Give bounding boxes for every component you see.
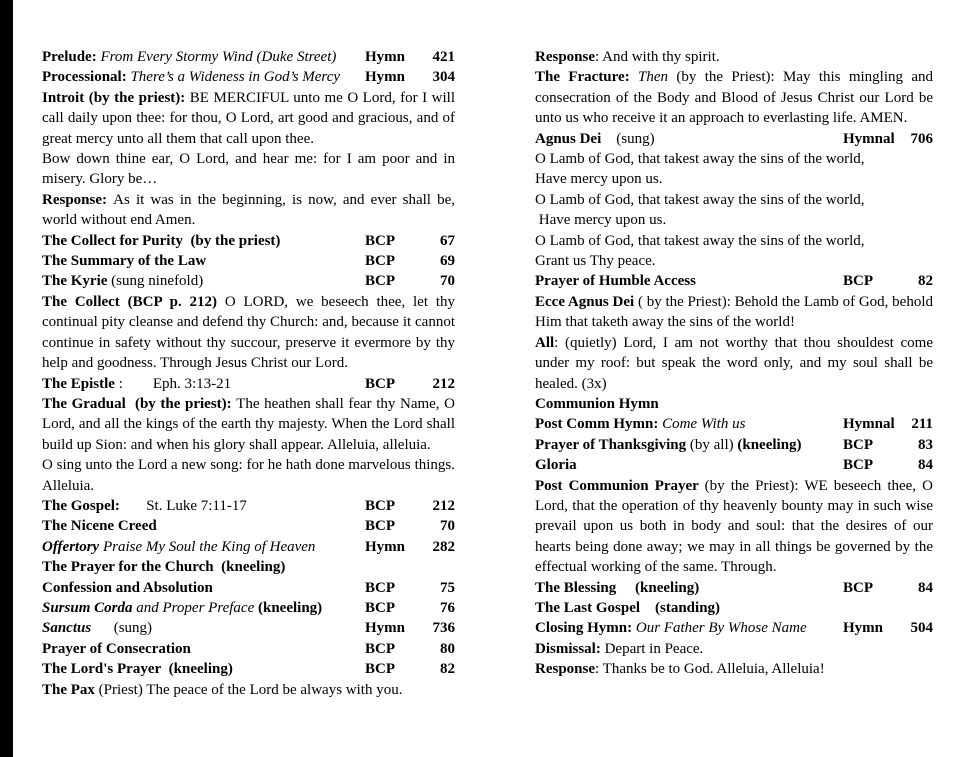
- line-text: [42, 680, 402, 700]
- liturgy-line: [42, 231, 455, 251]
- liturgy-line: [42, 557, 455, 577]
- page-reference: [837, 435, 933, 455]
- text-segment: The Epistle: [42, 375, 115, 392]
- text-segment: The Kyrie: [42, 273, 112, 290]
- text-segment: The Blessing: [535, 579, 617, 596]
- line-text: [535, 639, 703, 659]
- line-text: [535, 253, 656, 269]
- reference-book: BCP: [365, 661, 395, 678]
- reference-number: 706: [910, 130, 933, 147]
- liturgy-line: [42, 537, 455, 557]
- liturgy-line: [42, 680, 455, 700]
- reference-number: 80: [440, 640, 455, 657]
- page-reference: [359, 618, 455, 638]
- liturgy-paragraph: [42, 394, 455, 455]
- text-segment: O Lamb of God, that takest away the sins of the world,: [535, 232, 865, 249]
- text-segment: Response: [535, 49, 596, 65]
- text-segment: The heathen shall fear thy Name, O Lord, and all the kings of the earth thy majesty. When the Lord shall build up Sion: and when his glory shall appear. Alleluia, alleluia.: [42, 395, 455, 453]
- reference-number: 67: [440, 232, 455, 249]
- reference-number: 84: [918, 579, 933, 596]
- text-segment: Dismissal:: [535, 640, 605, 657]
- text-segment: Gloria: [535, 457, 577, 474]
- line-text: [42, 192, 455, 228]
- line-text: [42, 231, 280, 251]
- liturgy-line: [535, 618, 933, 638]
- liturgy-paragraph: [535, 292, 933, 333]
- liturgy-line: [42, 251, 455, 271]
- line-text: [535, 271, 696, 291]
- liturgy-paragraph: [535, 251, 933, 271]
- liturgy-line: [535, 271, 933, 291]
- line-text: [42, 537, 315, 557]
- liturgy-paragraph: [535, 210, 933, 230]
- text-segment: As it was in the beginning, is now, and ever shall be, world without end Amen.: [42, 191, 455, 229]
- reference-book: BCP: [843, 457, 873, 474]
- text-segment: Depart in Peace.: [604, 640, 704, 657]
- page-reference: [359, 639, 455, 659]
- text-segment: : And with thy spirit.: [595, 49, 720, 65]
- reference-number: 70: [440, 518, 455, 535]
- line-text: [42, 639, 191, 659]
- text-segment: Post Communion Prayer: [535, 477, 705, 494]
- line-text: [535, 47, 720, 67]
- liturgy-line: [42, 47, 455, 67]
- text-segment: The Lord's Prayer (kneeling): [42, 661, 233, 678]
- text-segment: [616, 580, 635, 596]
- text-segment: Grant us Thy peace.: [535, 253, 656, 270]
- liturgy-paragraph: [42, 149, 455, 190]
- line-text: [535, 151, 865, 167]
- text-segment: The Gospel:: [42, 497, 120, 514]
- line-text: [535, 478, 933, 576]
- line-text: [42, 90, 455, 147]
- reference-number: 69: [440, 253, 455, 270]
- line-text: [42, 67, 340, 87]
- text-segment: (sung ninefold): [111, 273, 204, 290]
- reference-number: 82: [440, 661, 455, 678]
- text-segment: Sursum Corda: [42, 599, 137, 616]
- text-segment: [640, 600, 655, 616]
- liturgy-line: [42, 578, 455, 598]
- text-segment: Bow down thine ear, O Lord, and hear me: for I am poor and in misery. Glory be…: [42, 151, 455, 188]
- reference-book: Hymnal: [843, 416, 895, 433]
- text-segment: The Fracture:: [535, 69, 639, 86]
- text-segment: Prayer of Humble Access: [535, 273, 696, 290]
- text-segment: Prayer of Consecration: [42, 640, 191, 657]
- text-segment: (by the Priest): WE beseech thee, O Lord, that the operation of thy heavenly bounty may in such wise prevail upon us both in body and soul: that the desires of our hearts being done away; we may in all things be governed by the effectual working of the same. Through.: [535, 477, 933, 576]
- line-text: [42, 516, 157, 536]
- text-segment: Ecce Agnus Dei: [535, 293, 638, 310]
- text-segment: O Lamb of God, that takest away the sins of the world,: [535, 191, 865, 208]
- page-reference: [359, 516, 455, 536]
- right-column: [535, 47, 933, 700]
- text-segment: (standing): [655, 599, 721, 616]
- reference-number: 211: [911, 416, 933, 433]
- text-segment: The Prayer for the Church (kneeling): [42, 559, 286, 576]
- liturgy-paragraph: [535, 149, 933, 169]
- text-segment: All: [535, 334, 555, 351]
- text-segment: The Summary of the Law: [42, 253, 207, 270]
- text-segment: (kneeling): [635, 579, 700, 596]
- page-reference: [359, 598, 455, 618]
- text-segment: Response: [535, 661, 596, 678]
- reference-number: 304: [432, 69, 455, 86]
- page-reference: [359, 659, 455, 679]
- text-segment: St. Luke 7:11-17: [119, 497, 247, 514]
- liturgy-line: [535, 129, 933, 149]
- page-reference: [359, 496, 455, 516]
- reference-book: Hymn: [365, 49, 406, 65]
- page-reference: [837, 271, 933, 291]
- text-segment: : Thanks be to God. Alleluia, Alleluia!: [595, 661, 825, 678]
- reference-number: 212: [432, 497, 455, 514]
- reference-book: BCP: [365, 640, 395, 657]
- text-segment: Confession and Absolution: [42, 579, 213, 596]
- text-segment: Have mercy upon us.: [535, 212, 667, 229]
- page-reference: [837, 578, 933, 598]
- text-segment: Offertory: [42, 538, 103, 555]
- text-segment: : Eph. 3:13-21: [114, 375, 232, 392]
- text-segment: The Gradual (by the priest):: [42, 395, 237, 412]
- page-reference: [359, 271, 455, 291]
- reference-book: BCP: [365, 253, 395, 270]
- liturgy-paragraph: [42, 455, 455, 496]
- reference-book: BCP: [365, 232, 395, 249]
- text-segment: and Proper Preface: [136, 599, 258, 616]
- liturgy-line: [535, 394, 933, 414]
- text-segment: (kneeling): [737, 436, 802, 453]
- liturgy-line: [535, 47, 933, 67]
- line-text: [42, 151, 455, 187]
- line-text: [535, 233, 865, 249]
- liturgy-line: [535, 435, 933, 455]
- text-segment: The Last Gospel: [535, 599, 641, 616]
- liturgy-line: [535, 414, 933, 434]
- liturgy-line: [42, 374, 455, 394]
- reference-book: Hymn: [365, 69, 406, 86]
- text-segment: The Nicene Creed: [42, 518, 157, 535]
- line-text: [535, 335, 933, 392]
- page-reference: [359, 231, 455, 251]
- text-segment: Have mercy upon us.: [535, 171, 663, 188]
- line-text: [535, 394, 659, 414]
- text-segment: (by the Priest): May this mingling and consecration of the Body and Blood of Jesus Christ our Lord be unto us who receive it an approach to everlasting life. AMEN.: [535, 69, 933, 127]
- line-text: [535, 414, 745, 434]
- line-text: [42, 618, 152, 638]
- liturgy-paragraph: [535, 190, 933, 210]
- line-text: [535, 192, 865, 208]
- line-text: [535, 618, 807, 638]
- reference-book: Hymn: [365, 538, 406, 555]
- line-text: [535, 659, 825, 679]
- page-reference: [359, 578, 455, 598]
- liturgy-paragraph: [42, 292, 455, 374]
- liturgy-line: [535, 598, 933, 618]
- reference-number: 212: [432, 375, 455, 392]
- liturgy-paragraph: [535, 333, 933, 394]
- text-segment: (kneeling): [258, 599, 323, 616]
- text-segment: There’s a Wideness in God’s Mercy: [130, 69, 341, 86]
- page-reference: [359, 374, 455, 394]
- liturgy-paragraph: [535, 231, 933, 251]
- text-segment: Closing Hymn:: [535, 620, 636, 637]
- reference-book: BCP: [843, 436, 873, 453]
- line-text: [42, 251, 206, 271]
- text-segment: Prelude:: [42, 49, 101, 65]
- line-text: [42, 578, 213, 598]
- line-text: [42, 557, 285, 577]
- page-reference: [837, 618, 933, 638]
- text-segment: : (quietly) Lord, I am not worthy that thou shouldest come under my roof: but speak the word only, and my soul shall be healed. (3x): [535, 334, 933, 392]
- text-segment: Response:: [42, 191, 114, 208]
- reference-book: Hymn: [365, 620, 406, 637]
- reference-book: BCP: [365, 518, 395, 535]
- page-reference: [359, 537, 455, 557]
- line-text: [42, 294, 455, 371]
- liturgy-paragraph: [535, 169, 933, 189]
- text-segment: Come With us: [662, 416, 746, 433]
- text-segment: O Lamb of God, that takest away the sins of the world,: [535, 151, 865, 168]
- line-text: [42, 374, 231, 394]
- reference-number: 82: [918, 273, 933, 290]
- text-segment: The Collect (BCP p. 212): [42, 293, 225, 310]
- reference-book: Hymn: [843, 620, 884, 637]
- text-segment: Then: [638, 69, 677, 86]
- text-segment: Agnus Dei: [535, 130, 602, 147]
- liturgy-line: [42, 67, 455, 87]
- reference-book: BCP: [843, 273, 873, 290]
- line-text: [535, 578, 699, 598]
- text-segment: Praise My Soul the King of Heaven: [102, 538, 316, 555]
- text-segment: O sing unto the Lord a new song: for he hath done marvelous things. Alleluia.: [42, 457, 455, 494]
- bulletin-content: [42, 47, 933, 700]
- text-segment: (by all): [689, 436, 738, 453]
- line-text: [42, 457, 455, 493]
- text-segment: From Every Stormy Wind (Duke Street): [100, 49, 337, 65]
- liturgy-line: [42, 639, 455, 659]
- reference-book: BCP: [365, 599, 395, 616]
- text-segment: O LORD, we beseech thee, let thy continual pity cleanse and defend thy Church: and, because it cannot continue in safety without thy succour, preserve it evermore by thy help and goodness. Through Jesus Christ our Lord.: [42, 293, 455, 372]
- line-text: [42, 598, 322, 618]
- text-segment: The Collect for Purity (by the priest): [42, 232, 281, 249]
- reference-book: BCP: [843, 579, 873, 596]
- line-text: [42, 271, 203, 291]
- liturgy-line: [535, 639, 933, 659]
- reference-number: 75: [440, 579, 455, 596]
- reference-number: 282: [432, 538, 455, 555]
- line-text: [42, 496, 247, 516]
- page-edge-bar: [0, 0, 13, 757]
- liturgy-paragraph: [42, 190, 455, 231]
- reference-book: BCP: [365, 375, 395, 392]
- reference-book: Hymnal: [843, 130, 895, 147]
- line-text: [42, 47, 336, 67]
- reference-number: 736: [432, 620, 455, 637]
- text-segment: Post Comm Hymn:: [535, 416, 663, 433]
- liturgy-line: [42, 618, 455, 638]
- line-text: [535, 129, 655, 149]
- reference-number: 70: [440, 273, 455, 290]
- line-text: [42, 396, 455, 453]
- liturgy-line: [42, 516, 455, 536]
- line-text: [535, 212, 666, 228]
- text-segment: The Pax: [42, 681, 99, 698]
- page-reference: [837, 129, 933, 149]
- left-column: [42, 47, 455, 700]
- reference-number: 76: [440, 599, 455, 616]
- text-segment: (sung): [91, 620, 153, 637]
- liturgy-line: [42, 598, 455, 618]
- text-segment: (Priest) The peace of the Lord be always with you.: [98, 681, 403, 698]
- liturgy-line: [42, 271, 455, 291]
- line-text: [42, 659, 233, 679]
- line-text: [535, 598, 720, 618]
- page-reference: [837, 455, 933, 475]
- liturgy-paragraph: [535, 476, 933, 578]
- text-segment: Communion Hymn: [535, 395, 659, 412]
- line-text: [535, 294, 933, 330]
- page-reference: [359, 67, 455, 87]
- line-text: [535, 455, 577, 475]
- page-reference: [837, 414, 933, 434]
- liturgy-line: [535, 455, 933, 475]
- reference-number: 504: [910, 620, 933, 637]
- liturgy-line: [535, 578, 933, 598]
- text-segment: BE MERCIFUL unto me O Lord, for I will call daily upon thee: for thou, O Lord, art good and gracious, and of great mercy unto all them that call upon thee.: [42, 89, 455, 147]
- liturgy-line: [535, 659, 933, 679]
- page-reference: [359, 251, 455, 271]
- liturgy-line: [42, 496, 455, 516]
- reference-number: 421: [432, 49, 455, 65]
- line-text: [535, 171, 662, 187]
- liturgy-paragraph: [535, 67, 933, 128]
- text-segment: (sung): [601, 130, 655, 147]
- text-segment: Introit (by the priest):: [42, 89, 190, 106]
- text-segment: Processional:: [42, 69, 131, 86]
- line-text: [535, 435, 802, 455]
- text-segment: ( by the Priest): Behold the Lamb of God, behold Him that taketh away the sins of the world!: [535, 293, 933, 331]
- reference-book: BCP: [365, 497, 395, 514]
- text-segment: Our Father By Whose Name: [635, 620, 807, 637]
- reference-book: BCP: [365, 273, 395, 290]
- liturgy-paragraph: [42, 88, 455, 149]
- reference-number: 84: [918, 457, 933, 474]
- line-text: [535, 69, 933, 126]
- reference-number: 83: [918, 436, 933, 453]
- text-segment: Prayer of Thanksgiving: [535, 436, 690, 453]
- text-segment: Sanctus: [42, 620, 92, 637]
- page-reference: [359, 47, 455, 67]
- reference-book: BCP: [365, 579, 395, 596]
- liturgy-line: [42, 659, 455, 679]
